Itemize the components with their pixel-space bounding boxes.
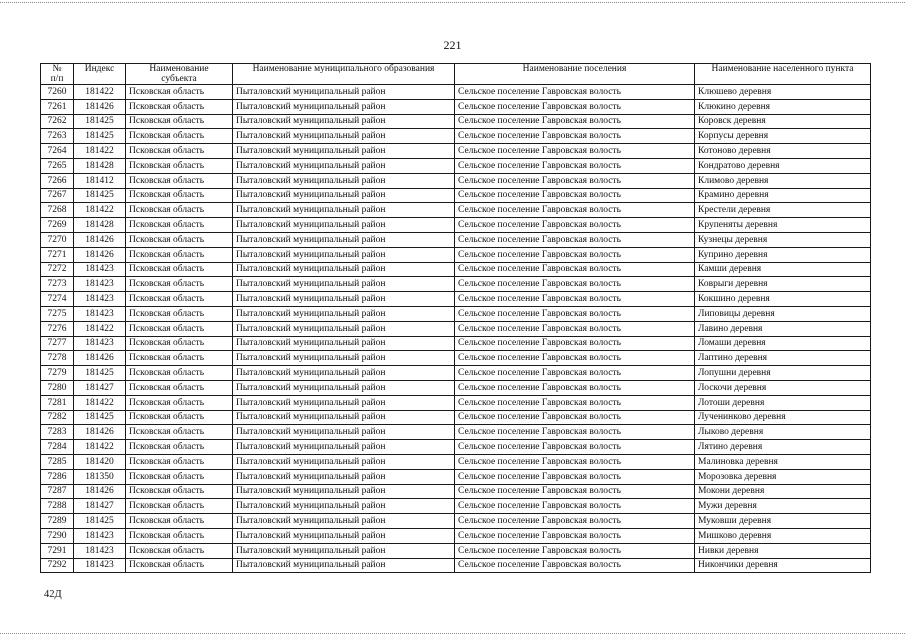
row-index: 181428	[74, 218, 126, 233]
row-municipality: Пыталовский муниципальный район	[233, 247, 455, 262]
row-locality: Лаптино деревня	[695, 351, 871, 366]
row-number: 7286	[41, 469, 74, 484]
row-subject: Псковская область	[126, 514, 233, 529]
row-locality: Лотоши деревня	[695, 395, 871, 410]
row-locality: Липовицы деревня	[695, 306, 871, 321]
row-locality: Лыково деревня	[695, 425, 871, 440]
row-locality: Нивки деревня	[695, 543, 871, 558]
row-municipality: Пыталовский муниципальный район	[233, 499, 455, 514]
row-municipality: Пыталовский муниципальный район	[233, 114, 455, 129]
row-index: 181425	[74, 366, 126, 381]
row-subject: Псковская область	[126, 366, 233, 381]
row-number: 7278	[41, 351, 74, 366]
row-locality: Кузнецы деревня	[695, 232, 871, 247]
row-number: 7268	[41, 203, 74, 218]
row-settlement: Сельское поселение Гавровская волость	[455, 114, 695, 129]
row-municipality: Пыталовский муниципальный район	[233, 558, 455, 573]
row-settlement: Сельское поселение Гавровская волость	[455, 469, 695, 484]
row-index: 181422	[74, 203, 126, 218]
table-row	[41, 247, 871, 262]
settlements-table	[40, 63, 871, 573]
table-row	[41, 218, 871, 233]
row-municipality: Пыталовский муниципальный район	[233, 425, 455, 440]
table-row	[41, 351, 871, 366]
header-number	[41, 64, 74, 85]
table-row	[41, 158, 871, 173]
row-index: 181422	[74, 440, 126, 455]
row-number: 7291	[41, 543, 74, 558]
row-locality: Мужи деревня	[695, 499, 871, 514]
row-number: 7274	[41, 292, 74, 307]
row-number: 7277	[41, 336, 74, 351]
table-row	[41, 380, 871, 395]
row-index: 181412	[74, 173, 126, 188]
table-row	[41, 454, 871, 469]
row-settlement: Сельское поселение Гавровская волость	[455, 336, 695, 351]
row-settlement: Сельское поселение Гавровская волость	[455, 499, 695, 514]
row-number: 7288	[41, 499, 74, 514]
row-number: 7281	[41, 395, 74, 410]
row-subject: Псковская область	[126, 85, 233, 100]
row-settlement: Сельское поселение Гавровская волость	[455, 144, 695, 159]
row-subject: Псковская область	[126, 114, 233, 129]
row-locality: Морозовка деревня	[695, 469, 871, 484]
table-row	[41, 114, 871, 129]
row-subject: Псковская область	[126, 232, 233, 247]
row-locality: Мишково деревня	[695, 528, 871, 543]
row-index: 181423	[74, 543, 126, 558]
table-row	[41, 232, 871, 247]
table-row	[41, 469, 871, 484]
row-settlement: Сельское поселение Гавровская волость	[455, 558, 695, 573]
table-row	[41, 188, 871, 203]
table-row	[41, 262, 871, 277]
row-settlement: Сельское поселение Гавровская волость	[455, 173, 695, 188]
row-index: 181423	[74, 292, 126, 307]
row-index: 181425	[74, 129, 126, 144]
row-index: 181423	[74, 336, 126, 351]
table-row	[41, 484, 871, 499]
row-subject: Псковская область	[126, 144, 233, 159]
row-number: 7275	[41, 306, 74, 321]
row-settlement: Сельское поселение Гавровская волость	[455, 218, 695, 233]
row-subject: Псковская область	[126, 469, 233, 484]
row-settlement: Сельское поселение Гавровская волость	[455, 543, 695, 558]
table-row	[41, 144, 871, 159]
row-locality: Кондратово деревня	[695, 158, 871, 173]
row-municipality: Пыталовский муниципальный район	[233, 99, 455, 114]
header-number-line2: п/п	[50, 74, 64, 84]
row-locality: Лятино деревня	[695, 440, 871, 455]
table-row	[41, 514, 871, 529]
row-locality: Крестели деревня	[695, 203, 871, 218]
table-row	[41, 277, 871, 292]
row-municipality: Пыталовский муниципальный район	[233, 203, 455, 218]
row-locality: Лученинково деревня	[695, 410, 871, 425]
row-number: 7272	[41, 262, 74, 277]
row-subject: Псковская область	[126, 262, 233, 277]
row-number: 7282	[41, 410, 74, 425]
row-municipality: Пыталовский муниципальный район	[233, 218, 455, 233]
row-number: 7276	[41, 321, 74, 336]
header-subject	[126, 64, 233, 85]
row-number: 7269	[41, 218, 74, 233]
row-municipality: Пыталовский муниципальный район	[233, 454, 455, 469]
row-index: 181428	[74, 158, 126, 173]
row-index: 181422	[74, 144, 126, 159]
table-row	[41, 499, 871, 514]
row-index: 181350	[74, 469, 126, 484]
row-subject: Псковская область	[126, 380, 233, 395]
row-subject: Псковская область	[126, 499, 233, 514]
row-municipality: Пыталовский муниципальный район	[233, 321, 455, 336]
row-municipality: Пыталовский муниципальный район	[233, 380, 455, 395]
row-index: 181422	[74, 85, 126, 100]
row-municipality: Пыталовский муниципальный район	[233, 188, 455, 203]
row-municipality: Пыталовский муниципальный район	[233, 262, 455, 277]
row-index: 181423	[74, 262, 126, 277]
row-municipality: Пыталовский муниципальный район	[233, 440, 455, 455]
row-locality: Куприно деревня	[695, 247, 871, 262]
row-index: 181423	[74, 528, 126, 543]
row-locality: Лоскочи деревня	[695, 380, 871, 395]
row-subject: Псковская область	[126, 351, 233, 366]
table-row	[41, 336, 871, 351]
row-settlement: Сельское поселение Гавровская волость	[455, 203, 695, 218]
row-subject: Псковская область	[126, 99, 233, 114]
row-index: 181427	[74, 380, 126, 395]
table-row	[41, 306, 871, 321]
row-settlement: Сельское поселение Гавровская волость	[455, 410, 695, 425]
row-number: 7264	[41, 144, 74, 159]
row-settlement: Сельское поселение Гавровская волость	[455, 158, 695, 173]
row-settlement: Сельское поселение Гавровская волость	[455, 292, 695, 307]
row-number: 7273	[41, 277, 74, 292]
row-subject: Псковская область	[126, 543, 233, 558]
row-municipality: Пыталовский муниципальный район	[233, 232, 455, 247]
row-settlement: Сельское поселение Гавровская волость	[455, 351, 695, 366]
row-locality: Камши деревня	[695, 262, 871, 277]
row-settlement: Сельское поселение Гавровская волость	[455, 528, 695, 543]
row-locality: Лопушни деревня	[695, 366, 871, 381]
row-index: 181423	[74, 558, 126, 573]
header-municipality: Наименование муниципального образования	[233, 64, 455, 85]
row-locality: Кокшино деревня	[695, 292, 871, 307]
row-subject: Псковская область	[126, 454, 233, 469]
row-municipality: Пыталовский муниципальный район	[233, 366, 455, 381]
row-municipality: Пыталовский муниципальный район	[233, 336, 455, 351]
row-municipality: Пыталовский муниципальный район	[233, 158, 455, 173]
row-index: 181425	[74, 514, 126, 529]
row-municipality: Пыталовский муниципальный район	[233, 306, 455, 321]
row-number: 7285	[41, 454, 74, 469]
row-settlement: Сельское поселение Гавровская волость	[455, 232, 695, 247]
row-index: 181425	[74, 410, 126, 425]
row-number: 7265	[41, 158, 74, 173]
row-subject: Псковская область	[126, 306, 233, 321]
footer-mark: 42Д	[44, 589, 62, 600]
row-index: 181420	[74, 454, 126, 469]
table-row	[41, 543, 871, 558]
row-subject: Псковская область	[126, 247, 233, 262]
table-row	[41, 395, 871, 410]
table-header-row	[41, 64, 871, 85]
row-settlement: Сельское поселение Гавровская волость	[455, 514, 695, 529]
row-locality: Никончики деревня	[695, 558, 871, 573]
row-subject: Псковская область	[126, 321, 233, 336]
header-locality: Наименование населенного пункта	[695, 64, 871, 85]
table-row	[41, 366, 871, 381]
row-index: 181426	[74, 484, 126, 499]
row-subject: Псковская область	[126, 336, 233, 351]
table-row	[41, 321, 871, 336]
row-municipality: Пыталовский муниципальный район	[233, 85, 455, 100]
row-number: 7261	[41, 99, 74, 114]
row-locality: Коврыги деревня	[695, 277, 871, 292]
row-municipality: Пыталовский муниципальный район	[233, 292, 455, 307]
row-index: 181425	[74, 188, 126, 203]
row-locality: Крупеняты деревня	[695, 218, 871, 233]
row-subject: Псковская область	[126, 129, 233, 144]
row-locality: Малиновка деревня	[695, 454, 871, 469]
row-subject: Псковская область	[126, 410, 233, 425]
row-settlement: Сельское поселение Гавровская волость	[455, 484, 695, 499]
table-row	[41, 99, 871, 114]
row-settlement: Сельское поселение Гавровская волость	[455, 380, 695, 395]
row-subject: Псковская область	[126, 158, 233, 173]
row-settlement: Сельское поселение Гавровская волость	[455, 366, 695, 381]
row-municipality: Пыталовский муниципальный район	[233, 469, 455, 484]
row-municipality: Пыталовский муниципальный район	[233, 528, 455, 543]
row-settlement: Сельское поселение Гавровская волость	[455, 129, 695, 144]
row-municipality: Пыталовский муниципальный район	[233, 410, 455, 425]
row-municipality: Пыталовский муниципальный район	[233, 514, 455, 529]
row-locality: Клюшево деревня	[695, 85, 871, 100]
row-municipality: Пыталовский муниципальный район	[233, 129, 455, 144]
row-number: 7262	[41, 114, 74, 129]
row-number: 7284	[41, 440, 74, 455]
row-locality: Крамино деревня	[695, 188, 871, 203]
row-settlement: Сельское поселение Гавровская волость	[455, 99, 695, 114]
row-subject: Псковская область	[126, 558, 233, 573]
row-subject: Псковская область	[126, 440, 233, 455]
row-subject: Псковская область	[126, 173, 233, 188]
row-subject: Псковская область	[126, 188, 233, 203]
row-settlement: Сельское поселение Гавровская волость	[455, 262, 695, 277]
table-row	[41, 410, 871, 425]
row-municipality: Пыталовский муниципальный район	[233, 173, 455, 188]
table-row	[41, 440, 871, 455]
table-row	[41, 425, 871, 440]
header-settlement: Наименование поселения	[455, 64, 695, 85]
table-row	[41, 173, 871, 188]
page-number: 221	[443, 38, 462, 52]
row-index: 181423	[74, 277, 126, 292]
row-settlement: Сельское поселение Гавровская волость	[455, 85, 695, 100]
row-settlement: Сельское поселение Гавровская волость	[455, 440, 695, 455]
row-number: 7270	[41, 232, 74, 247]
row-index: 181426	[74, 425, 126, 440]
row-locality: Муковши деревня	[695, 514, 871, 529]
row-index: 181426	[74, 351, 126, 366]
header-number-line1: №	[52, 64, 62, 74]
table-row	[41, 558, 871, 573]
row-index: 181426	[74, 232, 126, 247]
row-locality: Климово деревня	[695, 173, 871, 188]
row-subject: Псковская область	[126, 425, 233, 440]
row-index: 181422	[74, 321, 126, 336]
row-locality: Корпусы деревня	[695, 129, 871, 144]
table-row	[41, 129, 871, 144]
row-locality: Коровск деревня	[695, 114, 871, 129]
row-number: 7280	[41, 380, 74, 395]
row-number: 7271	[41, 247, 74, 262]
table-body	[41, 85, 871, 573]
row-municipality: Пыталовский муниципальный район	[233, 395, 455, 410]
row-number: 7266	[41, 173, 74, 188]
row-municipality: Пыталовский муниципальный район	[233, 543, 455, 558]
row-municipality: Пыталовский муниципальный район	[233, 351, 455, 366]
row-settlement: Сельское поселение Гавровская волость	[455, 395, 695, 410]
row-municipality: Пыталовский муниципальный район	[233, 484, 455, 499]
row-number: 7292	[41, 558, 74, 573]
row-number: 7267	[41, 188, 74, 203]
row-number: 7263	[41, 129, 74, 144]
row-number: 7279	[41, 366, 74, 381]
row-settlement: Сельское поселение Гавровская волость	[455, 277, 695, 292]
header-subject-line2: субъекта	[161, 74, 197, 84]
row-locality: Лавино деревня	[695, 321, 871, 336]
row-index: 181422	[74, 395, 126, 410]
row-locality: Мокони деревня	[695, 484, 871, 499]
row-index: 181427	[74, 499, 126, 514]
row-settlement: Сельское поселение Гавровская волость	[455, 306, 695, 321]
row-number: 7287	[41, 484, 74, 499]
row-number: 7283	[41, 425, 74, 440]
row-settlement: Сельское поселение Гавровская волость	[455, 454, 695, 469]
row-subject: Псковская область	[126, 484, 233, 499]
row-subject: Псковская область	[126, 277, 233, 292]
table-row	[41, 292, 871, 307]
row-subject: Псковская область	[126, 292, 233, 307]
row-subject: Псковская область	[126, 218, 233, 233]
header-subject-line1: Наименование	[149, 64, 209, 74]
table-row	[41, 203, 871, 218]
row-municipality: Пыталовский муниципальный район	[233, 277, 455, 292]
row-subject: Псковская область	[126, 395, 233, 410]
header-index: Индекс	[74, 64, 126, 85]
table-row	[41, 85, 871, 100]
table-row	[41, 528, 871, 543]
row-settlement: Сельское поселение Гавровская волость	[455, 425, 695, 440]
row-municipality: Пыталовский муниципальный район	[233, 144, 455, 159]
row-index: 181426	[74, 247, 126, 262]
row-settlement: Сельское поселение Гавровская волость	[455, 188, 695, 203]
row-subject: Псковская область	[126, 528, 233, 543]
row-index: 181425	[74, 114, 126, 129]
row-index: 181426	[74, 99, 126, 114]
row-number: 7260	[41, 85, 74, 100]
scan-top-edge	[0, 2, 905, 3]
scan-bottom-edge	[0, 633, 905, 634]
row-locality: Котоново деревня	[695, 144, 871, 159]
row-locality: Клюкино деревня	[695, 99, 871, 114]
row-index: 181423	[74, 306, 126, 321]
row-settlement: Сельское поселение Гавровская волость	[455, 247, 695, 262]
row-settlement: Сельское поселение Гавровская волость	[455, 321, 695, 336]
row-number: 7290	[41, 528, 74, 543]
row-locality: Ломаши деревня	[695, 336, 871, 351]
row-subject: Псковская область	[126, 203, 233, 218]
row-number: 7289	[41, 514, 74, 529]
